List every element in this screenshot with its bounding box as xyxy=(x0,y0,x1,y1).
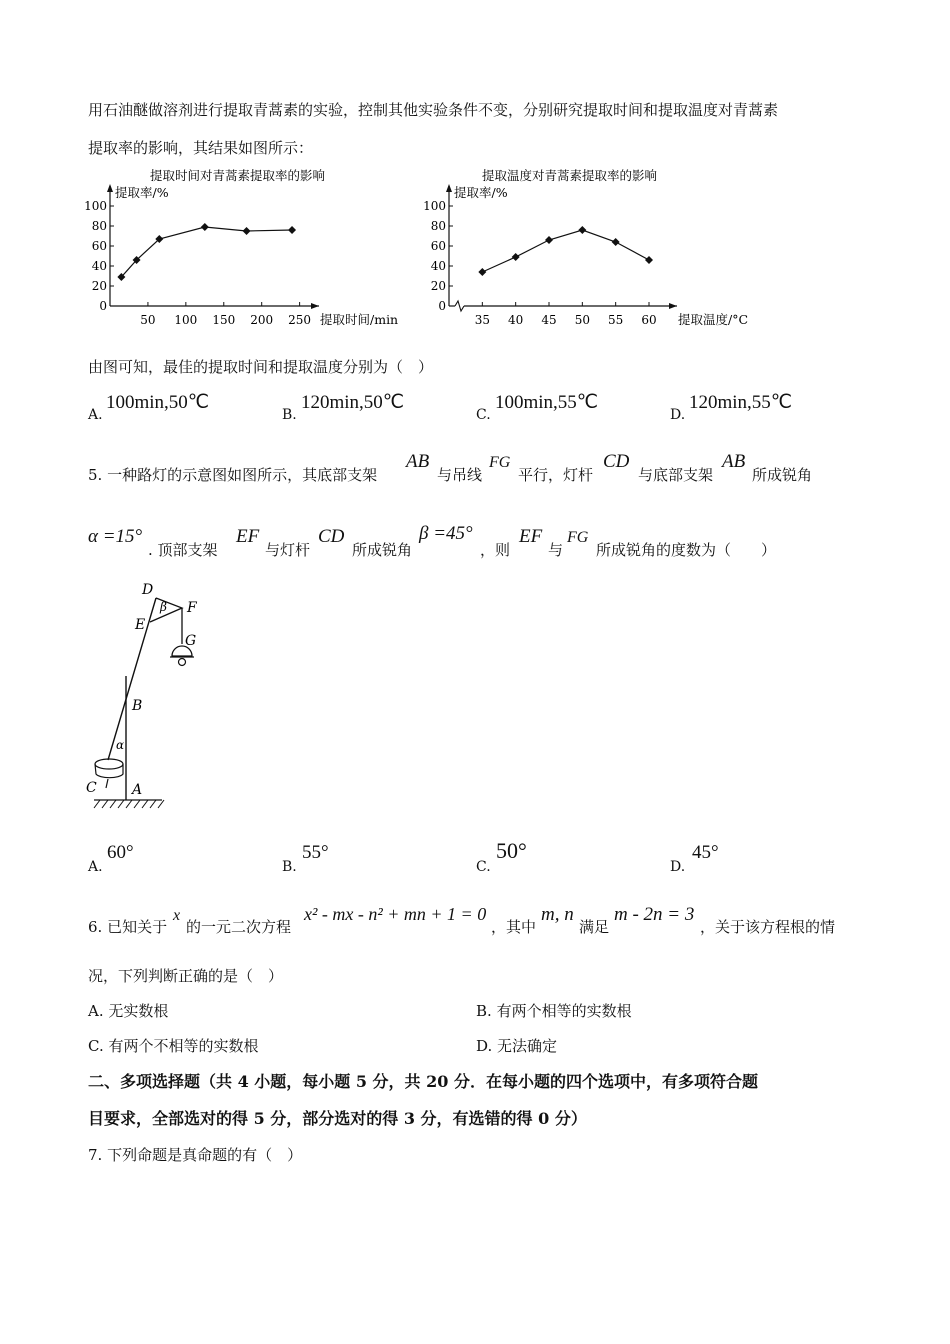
x-axis-arrow xyxy=(669,303,677,309)
option-letter: C. xyxy=(476,859,491,875)
x-tick-label: 50 xyxy=(574,313,590,327)
q4-question: 由图可知，最佳的提取时间和提取温度分别为（ ） xyxy=(88,358,434,376)
series-line xyxy=(121,227,292,277)
q5-text-10: 与 xyxy=(548,541,564,559)
q6-text-1: 6. 已知关于 xyxy=(88,918,168,936)
option-text: 120min,55℃ xyxy=(689,392,793,413)
y-tick-label: 0 xyxy=(438,299,446,313)
q5-text-2: 与吊线 xyxy=(437,466,483,484)
q6-text-5: ，关于该方程根的情 xyxy=(700,918,836,936)
option-text: 50° xyxy=(496,838,527,863)
intro-line-1: 用石油醚做溶剂进行提取青蒿素的实验，控制其他实验条件不变，分别研究提取时间和提取温度对青蒿素 xyxy=(88,101,779,119)
q6-option-a xyxy=(88,1004,168,1019)
y-tick-label: 100 xyxy=(423,199,446,213)
option-letter: D. xyxy=(476,1037,493,1055)
label-g: G xyxy=(185,633,197,649)
q5-text-9: ，则 xyxy=(480,541,511,559)
q6-text-2: 的一元二次方程 xyxy=(186,918,292,936)
x-axis-label: 提取时间/min xyxy=(320,312,399,327)
section-2-heading-line-1: 二、多项选择题（共 4 小题，每小题 5 分，共 20 分．在每小题的四个选项中，有多项符合题 xyxy=(88,1072,758,1091)
x-axis-arrow xyxy=(311,303,319,309)
section-2-heading-line-2: 目要求，全部选对的得 5 分，部分选对的得 3 分，有选错的得 0 分） xyxy=(88,1109,587,1128)
data-point xyxy=(645,256,653,264)
q5-math-cd-2: CD xyxy=(318,526,345,547)
q5-math-ab-2: AB xyxy=(722,451,746,472)
y-tick-label: 60 xyxy=(430,239,446,253)
option-text: 120min,50℃ xyxy=(301,392,405,413)
option-text: 55° xyxy=(302,842,329,863)
y-tick-label: 100 xyxy=(84,199,107,213)
y-tick-label: 0 xyxy=(99,299,107,313)
q7-question: 7. 下列命题是真命题的有（ ） xyxy=(88,1146,303,1164)
q5-text-11: 所成锐角的度数为（ ） xyxy=(596,541,777,559)
q6-math-equation: x² - mx - n² + mn + 1 = 0 xyxy=(304,904,487,924)
option-text: 有两个相等的实数根 xyxy=(496,1002,632,1020)
chart-title: 提取温度对青蒿素提取率的影响 xyxy=(482,168,658,183)
data-point xyxy=(545,236,553,244)
option-text: 100min,55℃ xyxy=(495,392,599,413)
data-point xyxy=(512,253,520,261)
data-point xyxy=(578,226,586,234)
data-point xyxy=(201,223,209,231)
q6-option-c xyxy=(88,1039,259,1054)
q6-text-4: 满足 xyxy=(579,918,610,936)
option-letter: A. xyxy=(88,859,103,875)
q6-math-x: x xyxy=(173,907,181,924)
data-point xyxy=(478,268,486,276)
label-b: B xyxy=(132,698,143,714)
x-axis-label: 提取温度/°C xyxy=(678,312,749,327)
label-e: E xyxy=(135,617,146,633)
q5-math-alpha: α =15° xyxy=(88,526,143,547)
option-text: 无实数根 xyxy=(108,1002,169,1020)
q5-text-6: . 顶部支架 xyxy=(148,541,218,559)
q5-math-fg-2: FG xyxy=(567,529,589,546)
option-letter: A. xyxy=(88,407,103,423)
y-axis-label: 提取率/% xyxy=(454,185,508,200)
y-tick-label: 40 xyxy=(91,259,107,273)
q6-option-b xyxy=(476,1004,632,1019)
y-tick-label: 80 xyxy=(430,219,446,233)
series-line xyxy=(482,230,649,272)
x-tick-label: 45 xyxy=(541,313,557,327)
option-letter: B. xyxy=(282,859,297,875)
label-f: F xyxy=(187,600,197,616)
option-text: 无法确定 xyxy=(497,1037,558,1055)
x-tick-label: 250 xyxy=(288,313,312,327)
x-tick-label: 40 xyxy=(508,313,524,327)
y-tick-label: 40 xyxy=(430,259,446,273)
intro-line-2: 提取率的影响，其结果如图所示： xyxy=(88,139,314,157)
q5-text-4: 与底部支架 xyxy=(638,466,714,484)
label-c: C xyxy=(86,780,97,796)
chart-extraction-time xyxy=(86,164,426,330)
x-tick-label: 100 xyxy=(174,313,198,327)
label-a: A xyxy=(132,782,143,798)
y-tick-label: 60 xyxy=(91,239,107,253)
label-beta: β xyxy=(160,600,167,614)
x-tick-label: 150 xyxy=(212,313,236,327)
x-tick-label: 35 xyxy=(474,313,490,327)
q5-math-ab: AB xyxy=(406,451,430,472)
data-point xyxy=(288,226,296,234)
option-text: 100min,50℃ xyxy=(106,392,210,413)
y-tick-label: 80 xyxy=(91,219,107,233)
data-point xyxy=(612,238,620,246)
x-tick-label: 60 xyxy=(641,313,657,327)
y-tick-label: 20 xyxy=(91,279,107,293)
option-letter: C. xyxy=(88,1037,104,1055)
q5-math-fg: FG xyxy=(489,454,511,471)
option-text: 60° xyxy=(107,842,134,863)
q6-math-condition: m - 2n = 3 xyxy=(614,904,695,925)
option-letter: A. xyxy=(88,1002,104,1020)
q6-text-line2: 况，下列判断正确的是（ ） xyxy=(88,967,284,985)
q5-math-ef-2: EF xyxy=(519,526,543,547)
q5-text-3: 平行，灯杆 xyxy=(518,466,594,484)
streetlight-figure xyxy=(84,578,197,810)
label-d: D xyxy=(142,582,154,598)
q5-text-8: 所成锐角 xyxy=(352,541,413,559)
y-axis-label: 提取率/% xyxy=(115,185,169,200)
q5-math-beta: β =45° xyxy=(419,523,473,544)
axis-break-mark xyxy=(455,301,464,311)
q6-text-3: ，其中 xyxy=(491,918,537,936)
option-letter: D. xyxy=(670,407,686,423)
chart-title: 提取时间对青蒿素提取率的影响 xyxy=(150,168,326,183)
q5-text-5: 所成锐角 xyxy=(752,466,813,484)
option-letter: D. xyxy=(670,859,686,875)
option-text: 有两个不相等的实数根 xyxy=(108,1037,259,1055)
x-tick-label: 50 xyxy=(140,313,156,327)
q5-text-7: 与灯杆 xyxy=(265,541,311,559)
y-tick-label: 20 xyxy=(430,279,446,293)
q6-option-d xyxy=(476,1039,557,1054)
option-text: 45° xyxy=(692,842,719,863)
q5-text-1: 5. 一种路灯的示意图如图所示，其底部支架 xyxy=(88,466,378,484)
y-axis-arrow xyxy=(107,184,113,192)
x-tick-label: 55 xyxy=(608,313,624,327)
chart-extraction-temperature xyxy=(425,164,765,330)
option-letter: B. xyxy=(476,1002,492,1020)
label-alpha: α xyxy=(116,738,125,752)
option-letter: C. xyxy=(476,407,491,423)
data-point xyxy=(243,227,251,235)
q5-math-cd: CD xyxy=(603,451,630,472)
q6-math-mn: m, n xyxy=(541,904,574,925)
x-tick-label: 200 xyxy=(250,313,274,327)
q5-math-ef: EF xyxy=(236,526,260,547)
y-axis-arrow xyxy=(446,184,452,192)
option-letter: B. xyxy=(282,407,297,423)
